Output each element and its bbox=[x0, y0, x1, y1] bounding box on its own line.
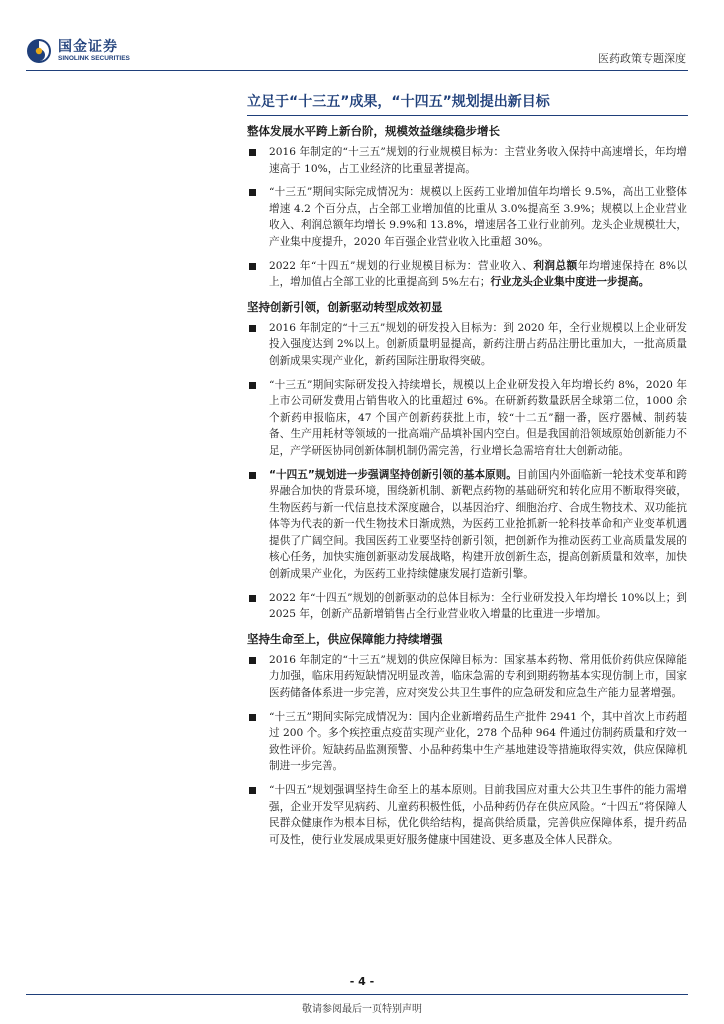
bullet-text bbox=[269, 184, 687, 250]
bullet-text bbox=[269, 782, 687, 848]
bullet-item bbox=[247, 144, 687, 177]
square-bullet-icon bbox=[249, 787, 256, 794]
text-run: 2022 年“十四五”规划的行业规模目标为：营业收入、 bbox=[269, 259, 534, 272]
bullet-text bbox=[269, 258, 687, 291]
square-bullet-icon bbox=[249, 657, 256, 664]
text-run: 2016 年制定的“十三五”规划的供应保障目标为：国家基本药物、常用低价药供应保障能力加强，临床用药短缺情况明显改善，临床急需的专利到期药物基本实现仿制上市，国家医药储备体系进一步完善，应对突发公共卫生事件的应急研发和应急生产能力显著增强。 bbox=[269, 653, 687, 700]
square-bullet-icon bbox=[249, 263, 256, 270]
text-run: “十三五”期间实际研发投入持续增长，规模以上企业研发投入年均增长约 8%，2020 年上市公司研发费用占销售收入的比重超过 6%。在研新药数量跃居全球第二位，1000 余个新药申报临床，47 个国产创新药获批上市，较“十二五”翻一番，医疗器械、制药装备、生产用耗材等领域的一批高端产品填补国内空白。但是我国前沿领域原始创新能力不足，产学研医协同创新体制机制仍需完善，行业增长急需培育壮大创新动能。 bbox=[269, 378, 687, 457]
bullet-text bbox=[269, 709, 687, 775]
text-run: 2016 年制定的“十三五”规划的研发投入目标为：到 2020 年，全行业规模以上企业研发投入强度达到 2%以上。创新质量明显提高，新药注册占药品注册比重加大，一批高质量创新成果实现产业化，新药国际注册取得突破。 bbox=[269, 321, 687, 367]
bullet-item bbox=[247, 590, 687, 623]
bullet-item bbox=[247, 377, 687, 460]
bullet-item bbox=[247, 652, 687, 702]
text-run: 2016 年制定的“十三五”规划的行业规模目标为：主营业务收入保持中高速增长，年均增速高于 10%，占工业经济的比重显著提高。 bbox=[269, 146, 687, 175]
square-bullet-icon bbox=[249, 382, 256, 389]
bullet-item bbox=[247, 184, 687, 250]
square-bullet-icon bbox=[249, 325, 256, 332]
bullet-item bbox=[247, 782, 687, 848]
bullet-item bbox=[247, 709, 687, 775]
section-divider bbox=[247, 115, 688, 116]
bullet-text bbox=[269, 377, 687, 460]
bold-text-run: 利润总额 bbox=[533, 259, 578, 272]
square-bullet-icon bbox=[249, 595, 256, 602]
footer-divider bbox=[26, 994, 688, 995]
logo-english-name: SINOLINK SECURITIES bbox=[58, 54, 130, 62]
square-bullet-icon bbox=[249, 472, 256, 479]
disclaimer-note: 敬请参阅最后一页特别声明 bbox=[302, 1004, 422, 1015]
bold-text-run: 行业龙头企业集中度进一步提高。 bbox=[490, 276, 650, 289]
bullet-item bbox=[247, 320, 687, 370]
bold-text-run: “十四五”规划进一步强调坚持创新引领的基本原则。 bbox=[269, 468, 517, 481]
text-run: 目前国内外面临新一轮技术变革和跨界融合加快的背景环境，围绕新机制、新靶点药物的基础研究和转化应用不断取得突破，生物医药与新一代信息技术深度融合，以基因治疗、细胞治疗、合成生物技术、双功能抗体等为代表的新一代生物技术日渐成熟，为医药工业抢抓新一轮科技革命和产业变革机遇提供了广阔空间。我国医药工业要坚持创新引领，把创新作为推动医药工业高质量发展的核心任务，加快实施创新驱动发展战略，构建开放创新生态，提高创新质量和效率，加快创新成果产业化，为医药工业持续健康发展打造新引擎。 bbox=[269, 468, 687, 581]
logo-chinese-name: 国金证券 bbox=[58, 38, 118, 55]
bullet-text bbox=[269, 320, 687, 370]
report-type: 医药政策专题深度 bbox=[598, 52, 686, 65]
section-title: 立足于“十三五”成果，“十四五”规划提出新目标 bbox=[247, 94, 550, 110]
page-number: - 4 - bbox=[349, 975, 375, 988]
square-bullet-icon bbox=[249, 149, 256, 156]
company-logo bbox=[26, 38, 130, 64]
page-header bbox=[0, 0, 724, 78]
text-run: “十四五”规划强调坚持生命至上的基本原则。目前我国应对重大公共卫生事件的能力需增强，企业开发罕见病药、儿童药积极性低，小品种药仍存在供应风险。“十四五”将保障人民群众健康作为根本目标，优化供给结构，提高供给质量，完善供应保障体系，提升药品可及性，使行业发展成果更好服务健康中国建设、更多惠及全体人民群众。 bbox=[269, 784, 687, 846]
bullet-text bbox=[269, 590, 687, 623]
subsection-heading: 坚持创新引领，创新驱动转型成效初显 bbox=[247, 299, 443, 314]
bullet-item bbox=[247, 258, 687, 291]
bullet-item bbox=[247, 467, 687, 583]
subsection-heading: 整体发展水平跨上新台阶，规模效益继续稳步增长 bbox=[247, 124, 500, 138]
text-run: 年均增速保持在 8%以上，增加值占全部工业的比重提高到 5%左右； bbox=[269, 259, 687, 289]
bullet-text bbox=[269, 652, 687, 702]
header-divider bbox=[26, 70, 688, 71]
square-bullet-icon bbox=[249, 714, 256, 721]
subsection-heading: 坚持生命至上，供应保障能力持续增强 bbox=[247, 631, 443, 646]
main-content bbox=[247, 118, 687, 855]
bullet-text bbox=[269, 144, 687, 177]
bullet-text bbox=[269, 467, 687, 583]
text-run: “十三五”期间实际完成情况为：规模以上医药工业增加值年均增长 9.5%，高出工业整体增速 4.2 个百分点，占全部工业增加值的比重从 3.0%提高至 3.9%；规模以上企业营业收入、利润总额年均增长 9.9%和 13.8%，增速居各工业行业前列。龙头企业规模壮大，产业集中度提升，2020 年百强企业营业收入比重超 30%。 bbox=[269, 186, 687, 248]
square-bullet-icon bbox=[249, 189, 256, 196]
text-run: “十三五”期间实际完成情况为：国内企业新增药品生产批件 2941 个，其中首次上市药超过 200 个。多个疾控重点疫苗实现产业化，278 个品种 964 件通过仿制药质量和疗效一致性评价。短缺药品监测预警、小品种药集中生产基地建设等措施取得实效，供应保障机制进一步完善。 bbox=[269, 710, 687, 773]
logo-mark-icon bbox=[26, 38, 52, 64]
text-run: 2022 年“十四五”规划的创新驱动的总体目标为：全行业研发投入年均增长 10%以上；到 2025 年，创新产品新增销售占全行业营业收入增量的比重进一步增加。 bbox=[269, 591, 687, 621]
